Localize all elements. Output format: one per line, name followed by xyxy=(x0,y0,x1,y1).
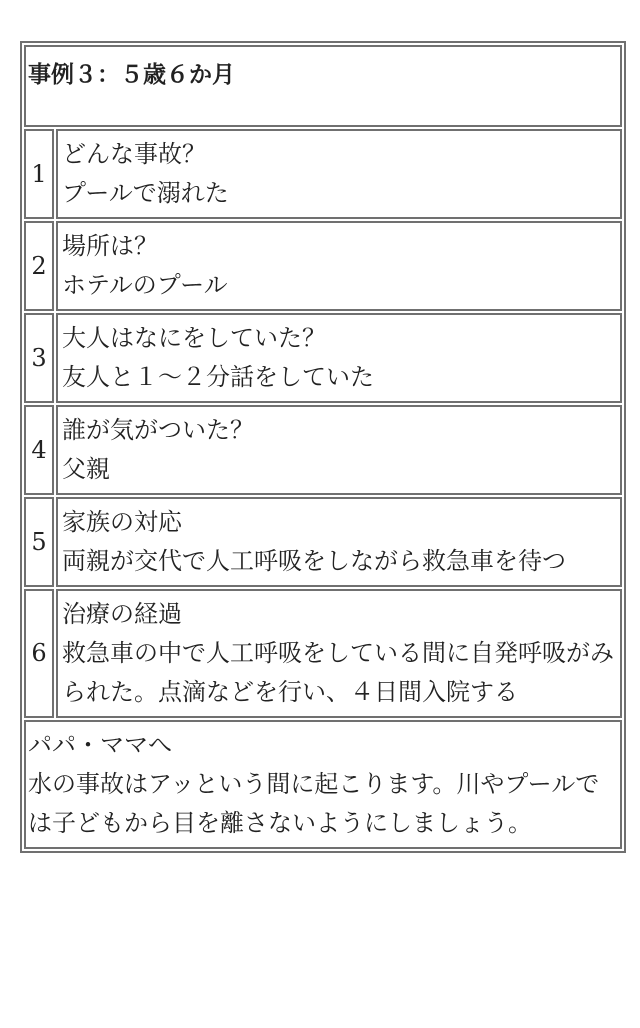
row-question: 場所は？ xyxy=(62,232,158,260)
row-content xyxy=(56,497,622,587)
row-number: 3 xyxy=(24,313,54,403)
table-row xyxy=(24,497,622,587)
table-row xyxy=(24,221,622,311)
row-answer: 両親が交代で人工呼吸をしながら救急車を待つ xyxy=(62,547,566,575)
parent-note xyxy=(24,720,622,849)
row-answer: 父親 xyxy=(62,455,110,483)
row-content xyxy=(56,129,622,219)
note-text: 水の事故はアッという間に起こります。川やプールでは子どもから目を離さないようにしましょう。 xyxy=(28,770,600,837)
note-row xyxy=(24,720,622,849)
case-report-table xyxy=(20,41,626,853)
row-content xyxy=(56,221,622,311)
note-heading: パパ・ママへ xyxy=(28,731,172,759)
row-answer: 友人と１～２分話をしていた xyxy=(62,363,374,391)
row-number: 2 xyxy=(24,221,54,311)
row-number: 4 xyxy=(24,405,54,495)
row-content xyxy=(56,313,622,403)
table-row xyxy=(24,405,622,495)
row-number: 6 xyxy=(24,589,54,718)
title-row xyxy=(24,45,622,127)
table-row xyxy=(24,313,622,403)
table-row xyxy=(24,129,622,219)
case-title: 事例３：５歳６か月 xyxy=(24,45,622,127)
row-question: 治療の経過 xyxy=(62,600,182,628)
row-answer: プールで溺れた xyxy=(62,179,229,207)
row-content xyxy=(56,405,622,495)
row-question: どんな事故？ xyxy=(62,140,206,168)
row-answer: 救急車の中で人工呼吸をしている間に自発呼吸がみられた。点滴などを行い、４日間入院する xyxy=(62,639,614,706)
row-number: 1 xyxy=(24,129,54,219)
table-row xyxy=(24,589,622,718)
row-question: 大人はなにをしていた？ xyxy=(62,324,326,352)
row-content xyxy=(56,589,622,718)
row-question: 家族の対応 xyxy=(62,508,182,536)
row-number: 5 xyxy=(24,497,54,587)
row-question: 誰が気がついた？ xyxy=(62,416,254,444)
row-answer: ホテルのプール xyxy=(62,271,228,299)
